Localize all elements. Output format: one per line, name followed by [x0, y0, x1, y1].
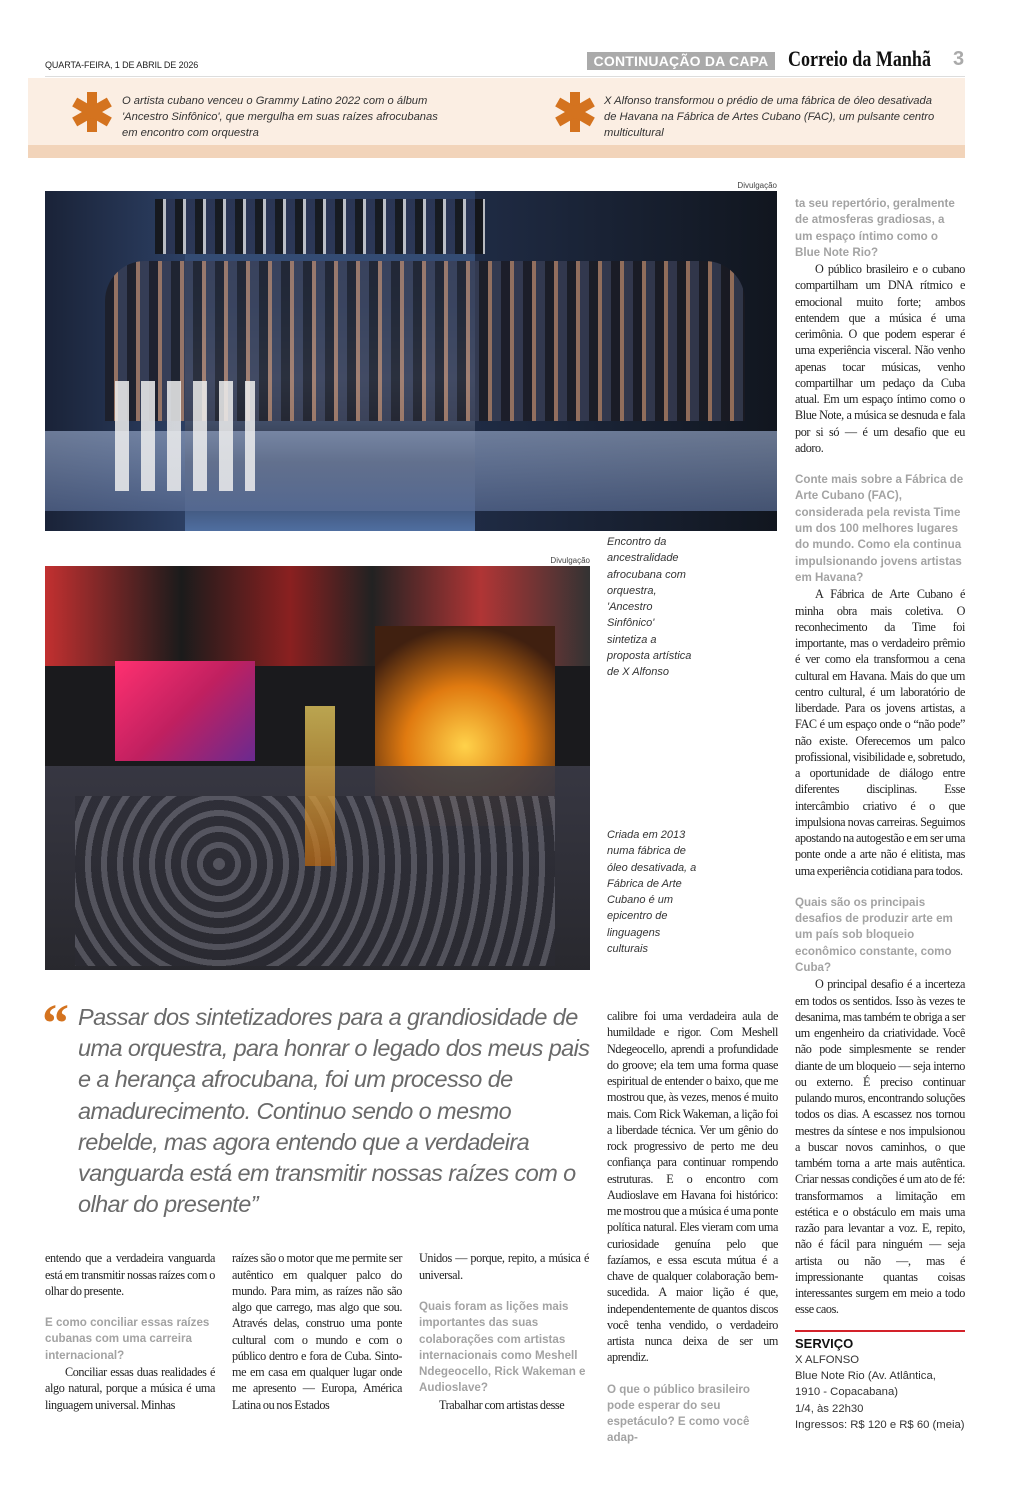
- interview-question: Quais foram as lições mais importantes das suas colaborações com artistas internacionais como Meshell Ndegeocello, Rick Wakeman e Audioslave?: [419, 1299, 586, 1395]
- body-paragraph: Conciliar essas duas realidades é algo natural, porque a música é uma linguagem universal. Minhas: [45, 1365, 215, 1412]
- highlights-band-bottom: [28, 145, 965, 158]
- lower-columns: [45, 1250, 591, 1413]
- header-divider: [45, 76, 965, 77]
- photo-caption: Criada em 2013 numa fábrica de óleo desativada, a Fábrica de Arte Cubano é um epicentro de linguagens culturais: [607, 829, 697, 956]
- photo-credit: Divulgação: [550, 556, 590, 565]
- page-number: 3: [953, 48, 965, 70]
- orchestra-photo: [45, 191, 777, 531]
- interview-question: Conte mais sobre a Fábrica de Arte Cubano (FAC), considerada pela revista Time um dos 100 melhores lugares do mundo. Como ela continua impulsionando jovens artistas em Havana?: [795, 473, 964, 584]
- photo-credit: Divulgação: [737, 181, 777, 190]
- article-column-4: [607, 1008, 778, 1447]
- pull-quote: Passar dos sintetizadores para a grandiosidade de uma orquestra, para honrar o legado dos meus pais e a herança afrocubana, foi um processo de amadurecimento. Continuo sendo o mesmo rebelde, mas agora entendo que a verdadeira vanguarda está em transmitir nossas raízes com o olhar do presente”: [78, 1004, 590, 1218]
- service-artist: X ALFONSO: [795, 1353, 860, 1366]
- service-box: [795, 1336, 970, 1434]
- highlight-text: O artista cubano venceu o Grammy Latino 2022 com o álbum 'Ancestro Sinfônico', que mergulha em suas raízes afrocubanas em encontro com orquestra: [122, 95, 438, 139]
- article-column-1: [45, 1250, 215, 1413]
- fac-venue-photo: [45, 566, 590, 970]
- photo-caption: Encontro da ancestralidade afrocubana com orquestra, 'Ancestro Sinfônico' sintetiza a proposta artística de X Alfonso: [607, 536, 692, 679]
- highlight-text: X Alfonso transformou o prédio de uma fábrica de óleo desativada de Havana na Fábrica de Artes Cubano (FAC), um pulsante centro multicultural: [604, 95, 935, 139]
- section-kicker: CONTINUAÇÃO DA CAPA: [587, 52, 775, 70]
- body-paragraph: Unidos — porque, repito, a música é universal.: [419, 1251, 589, 1282]
- body-paragraph: Trabalhar com artistas desse: [439, 1397, 565, 1412]
- body-paragraph: O público brasileiro e o cubano compartilham um DNA rítmico e emocional muito forte; ambos entendem que a música é uma cerimônia. O que podem esperar é uma experiência visceral. Não venho apenas tocar músicas, venho compartilhar um pedaço da Cuba atual. Em um espaço íntimo como o Blue Note, a música se desnuda e fala por si só — é um desafio que eu adoro.: [795, 262, 965, 455]
- asterisk-icon: [555, 92, 595, 132]
- body-paragraph: O principal desafio é a incerteza em todos os sentidos. Isso às vezes te desanima, mas também te obriga a ser um engenheiro da criatividade. Você não pode simplesmente se render diante de um bloqueio — seja interno ou externo. É preciso continuar pulando muros, encontrando soluções todos os dias. A escassez nos tornou mestres da síntese e nos impulsionou a buscar novos caminhos, o que também torna a arte mais autêntica. Criar nessas condições é um ato de fé: transformamos a limitação em estética e o obstáculo em mais uma razão para levantar a voz. E, repito, não é fácil para ninguém — seja artista ou não —, mas é impressionante quantas coisas interessantes surgem em meio a todo esse caos.: [795, 977, 965, 1317]
- article-column-2: [232, 1250, 402, 1413]
- interview-question: E como conciliar essas raízes cubanas com uma carreira internacional?: [45, 1316, 210, 1362]
- interview-question: Quais são os principais desafios de produzir arte em um país sob bloqueio econômico constante, como Cuba?: [795, 895, 953, 974]
- edition-date: QUARTA-FEIRA, 1 DE ABRIL DE 2026: [45, 60, 199, 70]
- service-divider: [795, 1330, 965, 1332]
- article-column-3: [419, 1250, 589, 1413]
- interview-question: O que o público brasileiro pode esperar do seu espetáculo? E como você adap-: [607, 1382, 751, 1445]
- interview-question: ta seu repertório, geralmente de atmosferas gradiosas, a um espaço íntimo como o Blue Note Rio?: [795, 197, 955, 259]
- masthead-logo: Correio da Manhã: [788, 46, 931, 71]
- lower-left-flow: [45, 1002, 591, 1413]
- body-paragraph: calibre foi uma verdadeira aula de humildade e rigor. Com Meshell Ndegeocello, aprendi a profundidade do groove; ela tem uma forma quase espiritual de entender o baixo, que me mostrou que, às vezes, menos é muito mais. Com Rick Wakeman, a lição foi a liberdade técnica. Ver um gênio do rock progressivo de perto me deu confiança para continuar rompendo estruturas. E o encontro com Audioslave em Havana foi histórico: me mostrou que a música é uma ponte política natural. Eles vieram com uma curiosidade genuína pelo que fazíamos, e essa escuta mútua é a chave de qualquer colaboração bem-sucedida. A maior lição é que, independentemente de quantos discos você tenha vendido, o verdadeiro artista nunca deixa de ser um aprendiz.: [607, 1009, 778, 1365]
- body-paragraph: entendo que a verdadeira vanguarda está em transmitir nossas raízes com o olhar do presente.: [45, 1251, 215, 1298]
- service-date: 1/4, às 22h30: [795, 1402, 864, 1415]
- body-paragraph: raízes são o motor que me permite ser autêntico em qualquer palco do mundo. Para mim, as raízes não são algo que carrego, mas algo que sou. Através delas, construo uma ponte cultural com o mundo e com o público dentro e fora de Cuba. Sinto-me em casa em qualquer lugar onde me apresento — Europa, América Latina ou nos Estados: [232, 1251, 402, 1412]
- quote-mark-icon: “: [42, 993, 69, 1053]
- service-venue: Blue Note Rio (Av. Atlântica, 1910 - Copacabana): [795, 1370, 936, 1399]
- asterisk-icon: [72, 92, 112, 132]
- service-tickets: Ingressos: R$ 120 e R$ 60 (meia): [795, 1418, 965, 1431]
- article-column-5: [795, 196, 965, 1433]
- service-title: SERVIÇO: [795, 1335, 854, 1351]
- body-paragraph: A Fábrica de Arte Cubano é minha obra mais coletiva. O reconhecimento da Time foi importante, mas o verdadeiro prêmio é ver como ela transformou a cena cultural em Havana. Mais do que um centro cultural, é um laboratório de liberdade. Para os jovens artistas, a FAC é um espaço onde o “não pode” não existe. Oferecemos um palco profissional, visibilidade e, sobretudo, a oportunidade de diálogo entre diferentes disciplinas. Esse intercâmbio criativo é o que impulsiona novas carreiras. Seguimos apostando na autogestão e em ser uma ponte onde a arte não é elitista, mas uma experiência cotidiana para todos.: [795, 587, 965, 878]
